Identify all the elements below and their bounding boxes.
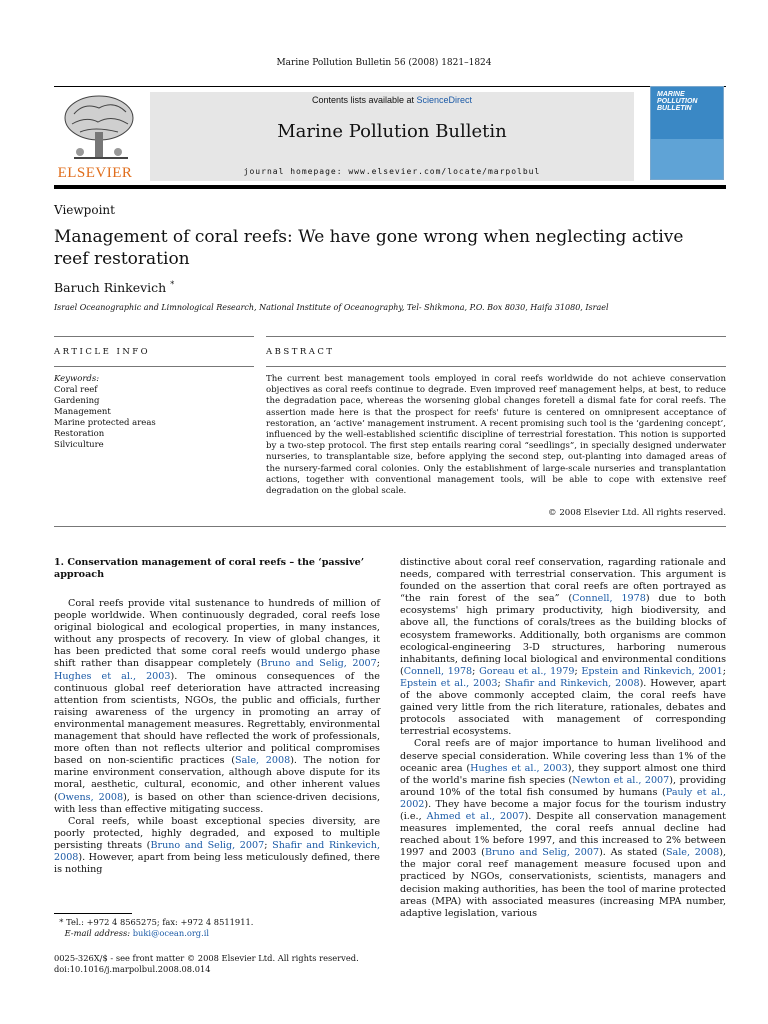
footnote-contact: Tel.: +972 4 8565275; fax: +972 4 8511911. xyxy=(66,917,254,927)
contents-prefix: Contents lists available at xyxy=(311,95,417,105)
cover-title-line: BULLETIN xyxy=(657,105,692,112)
author-name: Baruch Rinkevich xyxy=(54,280,167,296)
citation-link[interactable]: Sale, 2008 xyxy=(665,847,720,859)
author-affiliation: Israel Oceanographic and Limnological Research, National Institute of Oceanography, Tel- Shikmona, P.O. Box 8030, Haifa 31080, Israel xyxy=(54,303,609,312)
article-type: Viewpoint xyxy=(54,203,115,217)
citation-link[interactable]: Connell, 1978 xyxy=(572,593,646,605)
journal-cover-image xyxy=(650,86,724,180)
footnote-rule xyxy=(54,913,132,914)
citation-link[interactable]: Goreau et al., 1979 xyxy=(479,665,575,677)
citation-link[interactable]: Epstein et al., 2003 xyxy=(400,677,498,689)
keyword-item: Gardening xyxy=(54,396,100,406)
keyword-item: Coral reef xyxy=(54,385,98,395)
citation-link[interactable]: Shafir and Rinkevich, 2008 xyxy=(504,677,640,689)
body-paragraph: Coral reefs are of major importance to human livelihood and deserve special consideration. While covering less than 1% of the oceanic area (Hughes et al., 2003), they support almost one third of the world's marine fish species (Newton et al., 2007), providing around 10% of the total fish consumed by humans (Pauly et al., 2002). They have become a major focus for the tourism industry (i.e., Ahmed et al., 2007). Despite all conservation management measures implemented, the coral reefs annual decline had reached about 1% before 1997, and this increased to 2% between 1997 and 2003 (Bruno and Selig, 2007). As stated (Sale, 2008), the major coral reef management measure focused upon and practiced by NGOs, conservationists, scientists, managers and decision making authorities, has been the tool of marine protected areas (MPA) with associated measures (increasing MPA number, adaptive legislation, various xyxy=(400,738,727,919)
body-column-left xyxy=(54,598,380,876)
body-column-right xyxy=(400,557,726,920)
journal-title: Marine Pollution Bulletin xyxy=(277,121,507,142)
cover-title-line: POLLUTION xyxy=(657,98,698,105)
citation-link[interactable]: Epstein and Rinkevich, 2001 xyxy=(581,665,723,677)
body-paragraph-continued: distinctive about coral reef conservation, ragarding rationale and needs, compared with terrestrial conservation. This argument is founded on the assertion that coral reefs are often portrayed as “the rain forest of the sea” (Connell, 1978) due to both ecosystems' high primary productivity, high biodiversity, and above all, the functions of corals/trees as the building blocks of ecosystem frameworks. Additionally, both organisms are common ecological-engineering 3-D structures, harboring numerous inhabitants, defining local biological and environmental conditions (Connell, 1978; Goreau et al., 1979; Epstein and Rinkevich, 2001; Epstein et al., 2003; Shafir and Rinkevich, 2008). However, apart of the above commonly accepted claim, the coral reefs have gained very little from the rich literature, rationales, debates and protocols associated with management of corresponding terrestrial ecosystems. xyxy=(400,557,727,738)
citation-link[interactable]: Hughes et al., 2003 xyxy=(470,762,568,774)
keyword-item: Restoration xyxy=(54,429,105,439)
citation-link[interactable]: Pauly et al., 2002 xyxy=(400,786,726,810)
citation-link[interactable]: Newton et al., 2007 xyxy=(572,774,670,786)
keywords-label: Keywords: xyxy=(54,374,100,384)
author-line xyxy=(54,280,174,295)
header-bottom-rule xyxy=(54,185,726,189)
author-email-link[interactable]: buki@ocean.org.il xyxy=(132,928,210,938)
keywords-block xyxy=(54,374,156,451)
abstract-rule xyxy=(266,366,726,367)
article-info-heading: ARTICLE INFO xyxy=(54,347,151,357)
cover-title xyxy=(657,91,697,112)
citation-link[interactable]: Bruno and Selig, 2007 xyxy=(484,847,600,859)
publication-meta xyxy=(54,953,359,975)
citation-link[interactable]: Sale, 2008 xyxy=(235,755,291,767)
email-label: E-mail address: xyxy=(64,928,133,938)
abstract-rule-top xyxy=(266,336,726,337)
citation-link[interactable]: Bruno and Selig, 2007 xyxy=(260,658,377,670)
abstract-heading: ABSTRACT xyxy=(266,347,335,357)
sciencedirect-link[interactable]: ScienceDirect xyxy=(416,95,473,105)
publisher-wordmark: ELSEVIER xyxy=(57,165,133,181)
abstract-text: The current best management tools employed in coral reefs worldwide do not achieve conservation objectives as coral reefs continue to degrade. Even improved reef management helps, at best, to reduce the degradation pace, whereas the worsening global changes foretell a dismal fate for coral reefs. The assertion made here is that the prospect for reefs' future is centered on omnipresent acceptance of restoration, an ‘active’ management instrument. A recent promising such tool is the ‘gardening concept’, influenced by the well-established scientific discipline of terrestrial forestation. This notion is supported by a two-step protocol. The first step entails rearing coral “seedlings”, in specially designed underwater nurseries, to transplantable size, before applying the second step, out-planting into damaged areas of the nursery-farmed coral colonies. Only the establishment of large-scale nurseries and transplantation actions, together with conventional management tools, will be able to cope with extensive reef degradation on the global scale. xyxy=(266,374,726,497)
abstract-bottom-rule xyxy=(54,526,726,527)
author-footnote-mark[interactable]: * xyxy=(170,280,175,289)
abstract-copyright: © 2008 Elsevier Ltd. All rights reserved. xyxy=(548,508,726,518)
citation-link[interactable]: Ahmed et al., 2007 xyxy=(426,810,525,822)
author-footnote xyxy=(54,917,253,939)
citation-link[interactable]: Shafir and Rinkevich, 2008 xyxy=(54,839,381,863)
article-title: Management of coral reefs: We have gone wrong when neglecting active reef restoration xyxy=(54,227,684,269)
cover-wave-band xyxy=(651,139,723,179)
doi-link[interactable]: doi:10.1016/j.marpolbul.2008.08.014 xyxy=(54,964,211,974)
citation-link[interactable]: Owens, 2008 xyxy=(57,791,124,803)
contents-availability xyxy=(150,95,634,105)
keyword-item: Management xyxy=(54,407,111,417)
journal-homepage-link[interactable]: journal homepage: www.elsevier.com/locate/marpolbul xyxy=(243,167,541,176)
footnote-mark: * xyxy=(59,917,64,927)
journal-citation: Marine Pollution Bulletin 56 (2008) 1821–1824 xyxy=(276,58,492,68)
section-1-heading: 1. Conservation management of coral reefs – the ‘passive’ approach xyxy=(54,557,365,581)
header-top-rule xyxy=(54,86,726,87)
issn-line: 0025-326X/$ - see front matter © 2008 Elsevier Ltd. All rights reserved. xyxy=(54,953,359,963)
keyword-item: Marine protected areas xyxy=(54,418,156,428)
citation-link[interactable]: Bruno and Selig, 2007 xyxy=(150,839,265,851)
cover-title-line: MARINE xyxy=(657,91,685,98)
citation-link[interactable]: Hughes et al., 2003 xyxy=(54,670,171,682)
article-info-rule-top xyxy=(54,336,254,337)
body-paragraph: Coral reefs, while boast exceptional species diversity, are poorly protected, highly degraded, and exposed to multiple persisting threats (Bruno and Selig, 2007; Shafir and Rinkevich, 2008). However, apart from being less meticulously defined, there is nothing xyxy=(54,815,381,876)
citation-link[interactable]: Connell, 1978 xyxy=(403,665,473,677)
body-paragraph: Coral reefs provide vital sustenance to hundreds of million of people worldwide. When continuously degraded, coral reefs lose original biological and ecological properties, in many instances, without any prospects of recovery. In view of global changes, it has been predicted that some coral reefs would undergo phase shift rather than disappear completely (Bruno and Selig, 2007; Hughes et al., 2003). The ominous consequences of the continuous global reef deterioration have attracted increasing attention from scientists, NGOs, the public and officials, further raising awareness of the urgency in promoting an array of environmental management measures. Regrettably, environmental management that should have reflected the work of professionals, more often than not reflects ulterior and political compromises based on non-scientific practices (Sale, 2008). The notion for marine environment conservation, although above dispute for its moral, aesthetic, cultural, economic, and other inherent values (Owens, 2008), is based on other than science-driven decisions, with less than effective mitigating success. xyxy=(54,598,381,815)
keyword-item: Silviculture xyxy=(54,440,104,450)
article-info-rule xyxy=(54,366,254,367)
